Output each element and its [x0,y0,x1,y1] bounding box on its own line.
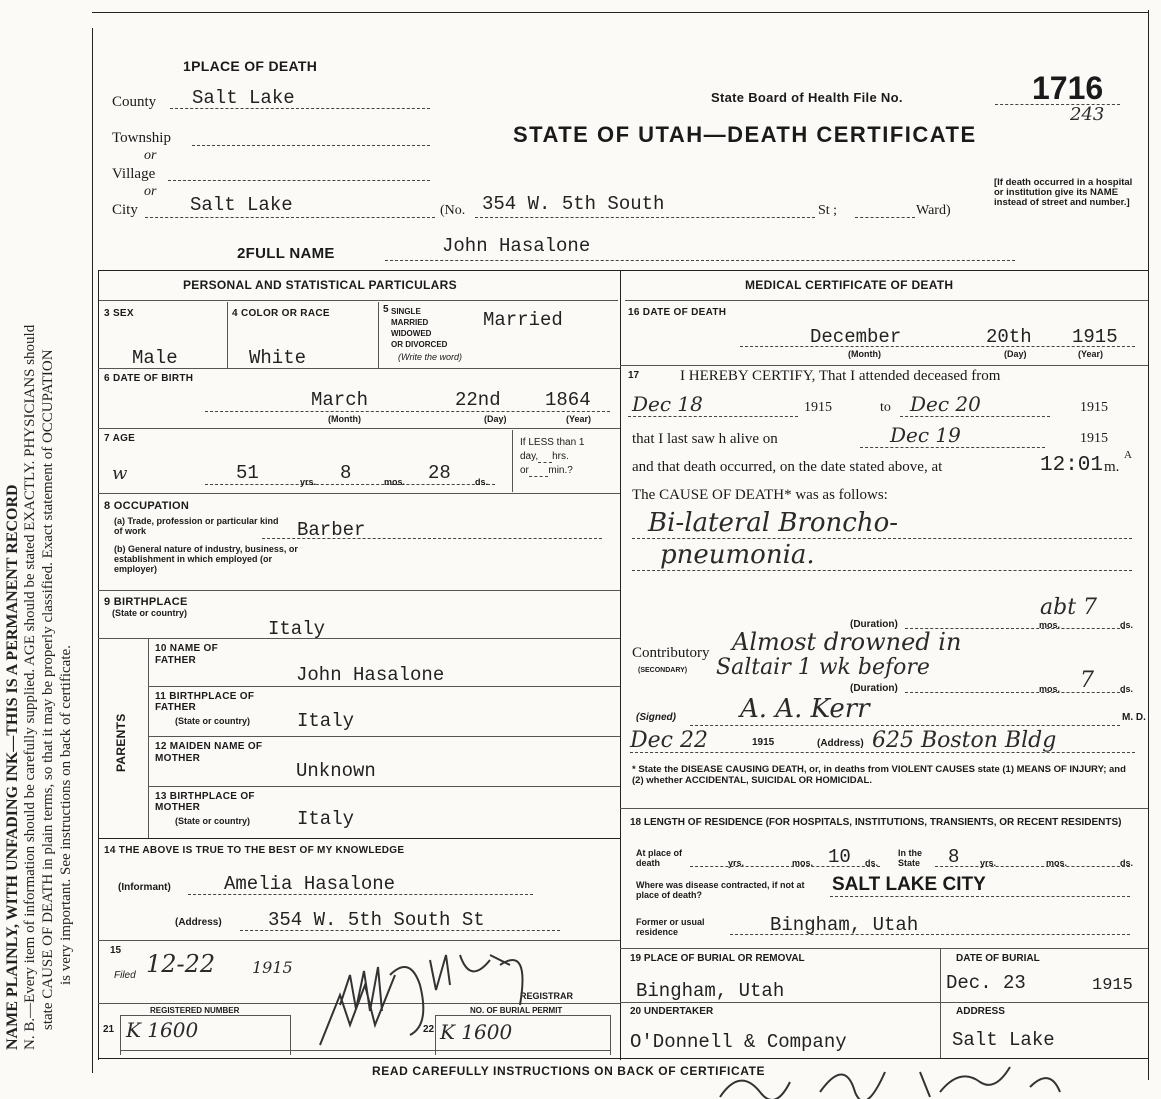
mos-label: mos. [384,477,406,487]
color-value: White [249,347,307,369]
occupation-b: (b) General nature of industry, business, or establishment in which employed (or employer) [114,544,298,574]
or-2: or [144,184,157,199]
contracted-label: Where was disease contracted, if not at place of death? [636,880,805,900]
parents-label: PARENTS [114,713,128,772]
rule-row-18 [620,948,1148,949]
place-of-death-label: 1PLACE OF DEATH [183,58,318,74]
burial-year: 1915 [1092,976,1133,995]
full-name-line [385,260,1015,261]
undertaker-address-label: ADDRESS [956,1006,1005,1017]
mother-birthplace-sub: (State or country) [175,816,251,826]
age-months: 8 [340,462,352,484]
frame-right [1148,10,1149,1080]
color-label: 4 COLOR OR RACE [232,308,330,319]
dob-label: 6 DATE OF BIRTH [104,373,194,384]
attended-to-year: 1915 [1080,400,1108,415]
marital-value: Married [483,309,563,331]
at-place-label: At place of death [636,848,683,868]
st-label: St ; [818,203,838,218]
birthplace-value: Italy [268,618,326,640]
former-residence-value: Bingham, Utah [770,914,919,936]
dob-year: 1864 [545,389,591,411]
certify-num: 17 [628,370,640,381]
informant-label: (Informant) [118,882,171,893]
age-years: 51 [236,462,259,484]
side-note-2: state CAUSE OF DEATH in plain terms, so that it may be properly classified. Exact statement of OCCUPATION [40,349,56,1030]
burial-date-value: Dec. 23 [946,972,1026,994]
rule-row-6 [98,428,620,429]
occupation-label: 8 OCCUPATION [104,500,190,512]
township-line [192,145,430,146]
at-place-months-value: 10 [828,846,851,868]
rule-row-12 [148,786,620,787]
last-saw-date: Dec 19 [890,423,961,447]
occupation-value: Barber [297,519,366,541]
marital-option: WIDOWED [391,329,432,338]
less-than-text: If LESS than 1 day, [520,437,585,462]
age-mark: w [112,463,128,484]
filed-num: 15 [110,945,122,956]
sex-label: 3 SEX [104,308,134,319]
file-no-label: State Board of Health File No. [711,90,903,105]
undertaker-value: O'Donnell & Company [630,1031,847,1053]
rule-bottom [98,1058,1148,1059]
rule-row-9 [98,638,620,639]
cause-line-2: pneumonia. [660,540,815,570]
county-label: County [112,94,157,110]
burial-permit-label: NO. OF BURIAL PERMIT [470,1006,563,1015]
occupation-a: (a) Trade, profession or particular kind of work [114,516,279,536]
at-place-line [690,866,880,867]
footer-instruction: READ CAREFULLY INSTRUCTIONS ON BACK OF CERTIFICATE [372,1064,766,1078]
last-saw-line [860,447,1045,448]
or-min-label: or [520,465,529,476]
cause-footnote: * State the DISEASE CAUSING DEATH, or, in deaths from VIOLENT CAUSES state (1) MEANS OF INJURY; and (2) whether ACCIDENTAL, SUICIDAL OR HOMICIDAL. [632,764,1126,786]
dob-month: March [311,389,369,411]
dob-day: 22nd [455,389,501,411]
in-state-line [935,866,1130,867]
village-line [168,180,430,181]
dob-line [205,411,610,412]
former-residence-label: Former or usual residence [636,917,705,937]
father-birthplace-sub: (State or country) [175,716,251,726]
dod-month: December [810,326,902,348]
dod-year-caption: (Year) [1078,349,1104,359]
street-value: 354 W. 5th South [482,193,665,215]
registrar-label: REGISTRAR [520,991,574,1001]
in-state-years-value: 8 [948,846,960,868]
dob-day-caption: (Day) [484,414,507,424]
marital-option: MARRIED [391,318,429,327]
age-line [205,484,495,485]
mother-birthplace-value: Italy [297,808,355,830]
dod-month-caption: (Month) [848,349,881,359]
side-note-1: N. B.—Every item of information should be carefully supplied. AGE should be stated EXACTLY. PHYSICIANS should [22,324,38,1050]
rule-reg-top [120,1015,290,1016]
city-label: City [112,202,138,218]
last-saw-text: that I last saw h alive on [632,431,778,447]
no-label: (No. [440,203,466,218]
death-time-am: A [1124,449,1132,461]
registered-number-prefix: 21 [103,1024,115,1035]
duration-ds-2: ds. [1120,684,1134,694]
street-line [475,217,815,218]
last-saw-year: 1915 [1080,431,1108,446]
contributory-line-1: Almost drowned in [732,628,962,656]
file-extra-number: 243 [1070,104,1105,125]
in-state-yrs: yrs. [980,858,997,868]
village-label: Village [112,166,156,182]
physician-signature: A. A. Kerr [740,694,870,724]
city-value: Salt Lake [190,194,293,216]
attended-from-line [628,416,798,417]
birthplace-label: 9 BIRTHPLACE [104,596,188,608]
burial-permit-value: K 1600 [440,1020,513,1044]
rule-row-3 [98,368,620,369]
burial-place-label: 19 PLACE OF BURIAL OR REMOVAL [630,953,805,964]
md-label: M. D. [1122,712,1146,723]
filed-value: 12-22 [146,950,216,978]
duration-label-1: (Duration) [850,619,898,630]
duration-value-1: abt 7 [1040,595,1098,620]
rule-personal-head [98,300,618,301]
hrs-label: hrs. [552,451,569,462]
registrar-signature [300,935,630,1055]
birthplace-sub: (State or country) [112,608,188,618]
mother-birthplace-label: 13 BIRTHPLACE OF MOTHER [155,791,255,813]
personal-section-title: PERSONAL AND STATISTICAL PARTICULARS [183,278,457,292]
rule-sex-color [227,302,228,368]
age-label: 7 AGE [104,433,136,444]
filed-year: 1915 [252,958,293,977]
rule-medical-head [625,300,1148,301]
full-name-value: John Hasalone [442,235,591,257]
rule-burial-date [940,948,941,1058]
signed-line [690,725,1120,726]
attended-from-year: 1915 [804,400,832,415]
undertaker-address-value: Salt Lake [952,1029,1055,1051]
death-time-suffix: m. [1104,459,1120,475]
to-label: to [880,400,891,415]
registered-number-label: REGISTERED NUMBER [150,1006,240,1015]
secondary-label: (SECONDARY) [638,667,688,674]
rule-reg-a [120,1015,121,1055]
rule-parents [148,638,149,838]
rule-row-11 [148,736,620,737]
cause-line-rule-2 [632,570,1132,571]
yrs-label: yrs. [300,477,317,487]
burial-place-value: Bingham, Utah [636,980,785,1002]
cause-line-1: Bi-lateral Broncho- [648,508,899,538]
signed-address-label: (Address) [817,738,864,749]
or-1: or [144,148,157,163]
duration-label-2: (Duration) [850,683,898,694]
signed-date: Dec 22 [630,728,708,753]
informant-address-label: (Address) [175,917,222,928]
hospital-note: [If death occurred in a hospital or institution give its NAME instead of street and number.] [994,177,1133,208]
rule-color-marital [378,302,379,368]
duration-mos-1: mos. [1039,620,1061,630]
less-than-label [520,436,615,478]
rule-row-17 [620,808,1148,809]
ward-line [855,217,915,218]
side-permanent-record: NAME PLAINLY, WITH UNFADING INK—THIS IS A PERMANENT RECORD [4,484,21,1050]
attended-from: Dec 18 [632,392,703,416]
marital-note: (Write the word) [398,352,463,362]
cause-label: The CAUSE OF DEATH* was as follows: [632,487,888,503]
at-place-yrs: yrs. [728,858,745,868]
certify-text: I HEREBY CERTIFY, That I attended deceased from [680,368,1001,384]
dob-year-caption: (Year) [566,414,592,424]
contracted-line [830,896,1130,897]
marital-options [391,306,447,350]
filed-label: Filed [114,970,136,981]
father-label: 10 NAME OF FATHER [155,643,219,666]
age-days: 28 [428,462,451,484]
rule-left [98,270,99,1060]
frame-top [92,12,1148,13]
signed-label: (Signed) [636,712,676,723]
attended-to: Dec 20 [910,392,981,416]
rule-row-13 [98,838,620,839]
dod-day: 20th [986,326,1032,348]
rule-row-10 [148,686,620,687]
duration-value-2: 7 [1080,668,1094,693]
marital-option: SINGLE [391,307,421,316]
in-state-label: In the State [898,848,922,868]
signed-address-line [630,752,1135,753]
full-name-label: 2FULL NAME [237,245,335,262]
registered-number-value: K 1600 [126,1018,199,1042]
contributory-line-2: Saltair 1 wk before [716,655,930,680]
cause-line-rule-1 [632,538,1132,539]
rule-row-8 [98,590,620,591]
rule-age-less [512,430,513,492]
true-statement-label: 14 THE ABOVE IS TRUE TO THE BEST OF MY KNOWLEDGE [104,845,405,856]
rule-row-19 [620,1002,1148,1003]
death-occurred-text: and that death occurred, on the date stated above, at [632,459,943,475]
father-birthplace-label: 11 BIRTHPLACE OF FATHER [155,691,255,713]
ward-label: Ward) [916,203,951,218]
marital-option: OR DIVORCED [391,340,448,349]
medical-section-title: MEDICAL CERTIFICATE OF DEATH [745,278,954,292]
burial-date-label: DATE OF BURIAL [956,953,1040,964]
informant-address-value: 354 W. 5th South St [268,909,485,931]
sex-value: Male [132,347,178,369]
duration-mos-2: mos. [1039,684,1061,694]
death-time: 12:01 [1040,454,1104,477]
date-of-death-label: 16 DATE OF DEATH [628,307,727,318]
rule-top [98,270,1148,271]
father-value: John Hasalone [296,664,445,686]
duration-ds-1: ds. [1120,620,1134,630]
contracted-value: SALT LAKE CITY [832,874,986,895]
county-value: Salt Lake [192,87,295,109]
ds-label: ds. [475,477,489,487]
rule-row-16 [620,365,1148,366]
signed-year: 1915 [752,737,775,748]
at-place-ds: ds. [865,858,879,868]
file-number: 1716 [1032,70,1104,106]
residence-label: 18 LENGTH OF RESIDENCE (FOR HOSPITALS, INSTITUTIONS, TRANSIENTS, OR RECENT RESIDENTS) [630,817,1122,828]
dod-year: 1915 [1072,326,1118,348]
marital-num: 5 [383,304,389,315]
city-line [145,217,435,218]
in-state-ds: ds. [1120,858,1134,868]
min-label: min.? [548,465,573,476]
mother-value: Unknown [296,760,376,782]
bottom-signature-scribble [700,1062,1100,1099]
certificate-title: STATE OF UTAH—DEATH CERTIFICATE [513,122,977,147]
dod-day-caption: (Day) [1004,349,1027,359]
father-birthplace-value: Italy [297,710,355,732]
burial-permit-prefix: 22 [423,1024,435,1035]
contributory-label: Contributory [632,645,710,661]
township-label: Township [112,130,171,146]
informant-value: Amelia Hasalone [224,873,396,895]
undertaker-label: 20 UNDERTAKER [630,1006,714,1017]
frame-left [92,28,93,1073]
at-place-mos: mos. [792,858,814,868]
dob-month-caption: (Month) [328,414,361,424]
signed-address: 625 Boston Bldg [872,728,1057,753]
side-note-3: is very important. See instructions on back of certificate. [58,645,74,985]
rule-reg-b [290,1015,291,1055]
mother-label: 12 MAIDEN NAME OF MOTHER [155,741,263,764]
rule-row-7 [98,493,620,494]
in-state-mos: mos. [1046,858,1068,868]
attended-to-line [900,416,1050,417]
